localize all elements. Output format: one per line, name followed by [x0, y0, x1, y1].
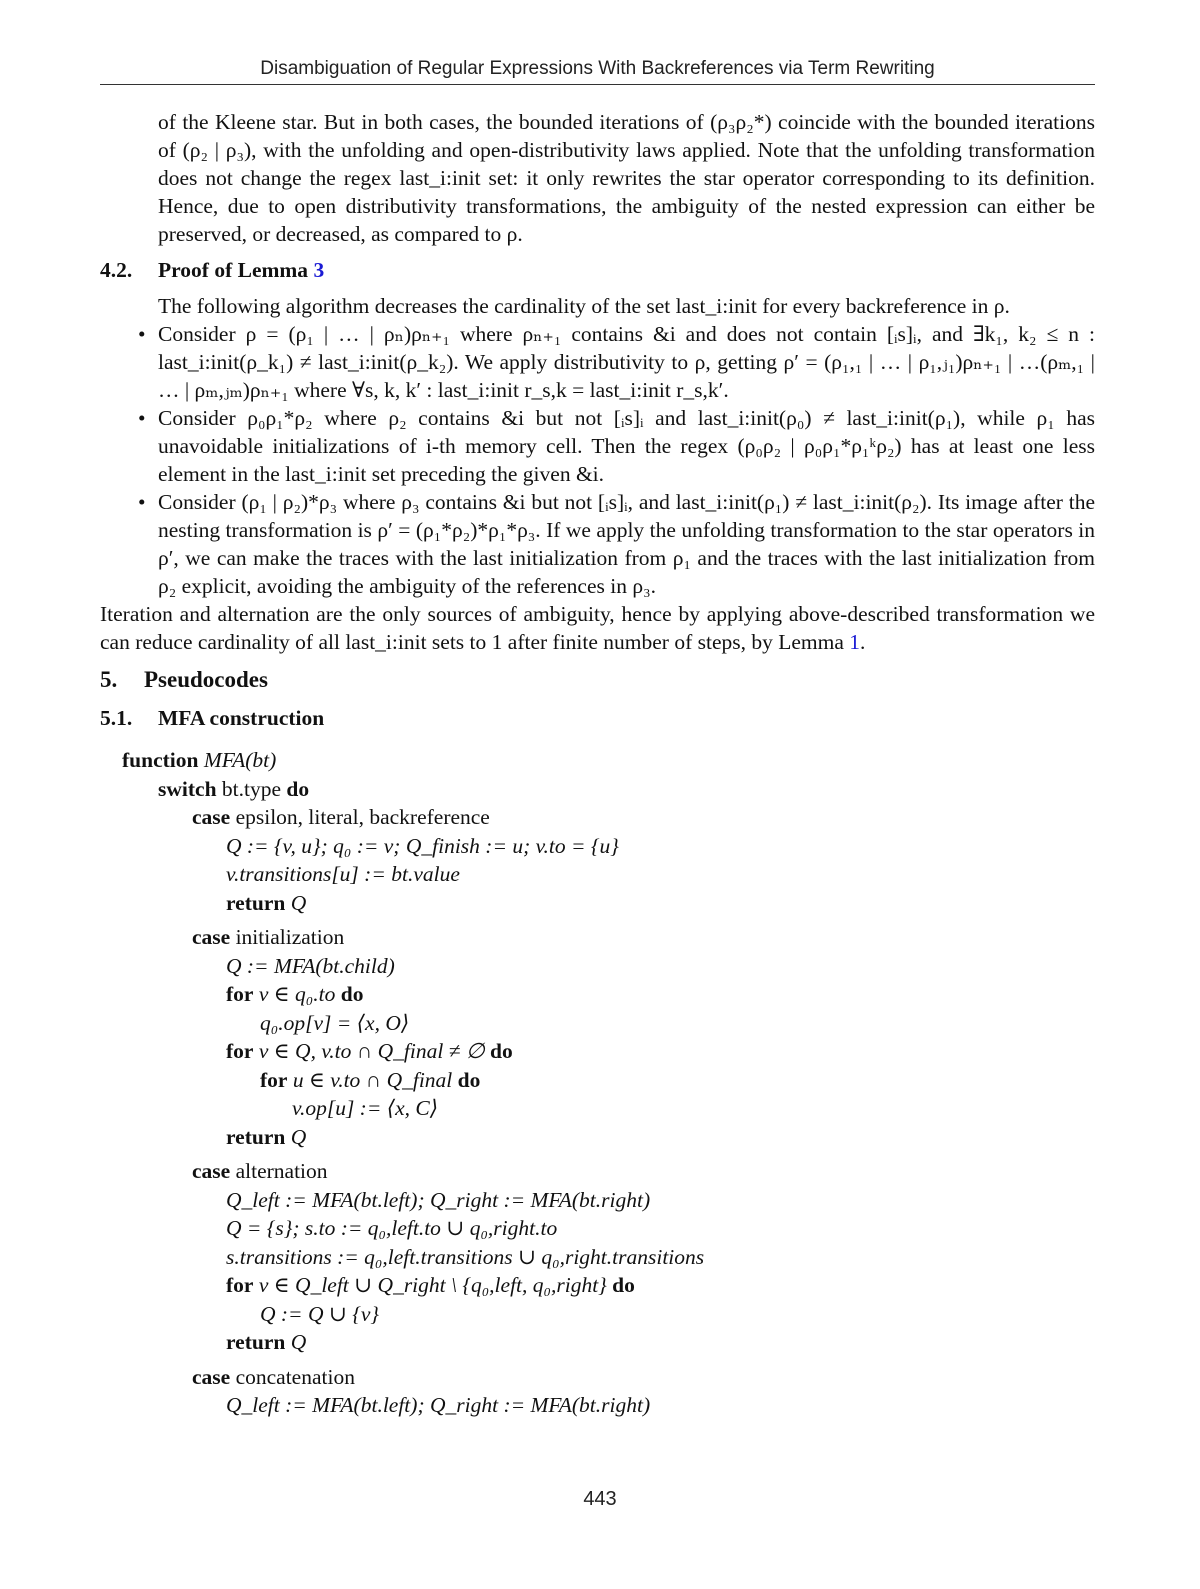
section-number: 5.1. — [100, 706, 133, 730]
section-5-heading — [100, 666, 1095, 694]
algo-line: v.op[u] := ⟨x, C⟩ — [292, 1096, 439, 1120]
list-item: • Consider ρ = (ρ₁ | … | ρₙ)ρₙ₊₁ where ρₙ₊₁ contains &i and does not contain [ᵢs]ᵢ, and ∃k₁, k₂ ≤ n : last_i:init(ρ_k₁) ≠ last_i:init(ρ_k₂). We apply distributivity to ρ, getting ρ′ = (ρ₁,₁ | … | ρ₁,ⱼ₁)ρₙ₊₁ | …(ρₘ,₁ | … | ρₘ,ⱼₘ)ρₙ₊₁ where ∀s, k, k′ : last_i:init r_s,k = last_i:init r_s,k′. — [158, 320, 1095, 404]
algo-line: q₀.op[v] = ⟨x, O⟩ — [260, 1010, 410, 1035]
section-4-2-heading — [100, 256, 1095, 284]
closing-text: Iteration and alternation are the only sources of ambiguity, hence by applying above-described transformation we can reduce cardinality of all last_i:init sets to 1 after finite number of steps, by Lemma — [100, 602, 1095, 654]
proof-closing — [100, 600, 1095, 656]
proof-lead: The following algorithm decreases the cardinality of the set last_i:init for every backreference in ρ. — [158, 294, 1010, 318]
algo-line: Q := MFA(bt.child) — [226, 953, 395, 978]
algo-line: Q := {v, u}; q₀ := v; Q_finish := u; v.to = {u} — [226, 833, 619, 858]
algo-line: return Q — [226, 1330, 307, 1354]
section-5-1-heading — [100, 704, 1095, 732]
algo-line: return Q — [226, 890, 307, 915]
section-title: Proof of Lemma — [158, 258, 309, 282]
section-title: Pseudocodes — [144, 667, 268, 692]
section-number: 5. — [100, 667, 118, 692]
algo-line: Q = {s}; s.to := q₀,left.to ∪ q₀,right.to — [226, 1216, 558, 1240]
proof-bullets — [100, 320, 1095, 600]
algo-line: for u ∈ v.to ∩ Q_final do — [260, 1067, 481, 1092]
pseudocode-block — [100, 746, 1095, 1420]
section-number: 4.2. — [100, 258, 133, 282]
algo-line: switch bt.type do — [158, 776, 310, 801]
algo-line: case initialization — [192, 925, 345, 949]
algo-line: Q_left := MFA(bt.left); Q_right := MFA(bt.right) — [226, 1393, 651, 1417]
algo-line: function MFA(bt) — [122, 748, 277, 772]
algo-line: v.transitions[u] := bt.value — [226, 862, 460, 886]
lemma-link[interactable]: 3 — [313, 258, 325, 282]
algo-line: return Q — [226, 1124, 307, 1149]
algo-line: case concatenation — [192, 1364, 355, 1389]
algo-line: Q_left := MFA(bt.left); Q_right := MFA(bt.right) — [226, 1187, 651, 1212]
page-body — [100, 108, 1095, 1420]
closing-punct: . — [860, 630, 866, 654]
algo-line: s.transitions := q₀,left.transitions ∪ q₀,right.transitions — [226, 1244, 705, 1269]
list-item: • Consider (ρ₁ | ρ₂)*ρ₃ where ρ₃ contains &i but not [ᵢs]ᵢ, and last_i:init(ρ₁) ≠ last_i:init(ρ₂). Its image after the nesting transformation is ρ′ = (ρ₁*ρ₂)*ρ₁*ρ₃. If we apply the unfolding transformation to the star operators in ρ′, we can make the traces with the last initialization from ρ₁ and the traces with the last initialization from ρ₂ explicit, avoiding the ambiguity of the references in ρ₃. — [158, 488, 1095, 600]
algo-line: Q := Q ∪ {v} — [260, 1301, 379, 1326]
algo-line: case alternation — [192, 1159, 328, 1183]
list-item: • Consider ρ₀ρ₁*ρ₂ where ρ₂ contains &i but not [ᵢs]ᵢ and last_i:init(ρ₀) ≠ last_i:init(ρ₁), while ρ₁ has unavoidable initializations of i-th memory cell. Then the regex (ρ₀ρ₂ | ρ₀ρ₁*ρ₁ᵏρ₂) has at least one less element in the last_i:init set preceding the given &i. — [158, 404, 1095, 488]
algo-line: case epsilon, literal, backreference — [192, 805, 490, 829]
algo-line: for v ∈ Q_left ∪ Q_right \ {q₀,left, q₀,right} do — [226, 1273, 635, 1297]
page-number: 443 — [583, 1488, 617, 1510]
section-title: MFA construction — [158, 706, 325, 730]
proof-block — [100, 292, 1095, 320]
intro-paragraph: of the Kleene star. But in both cases, the bounded iterations of (ρ₃ρ₂*) coincide with the bounded iterations of (ρ₂ | ρ₃), with the unfolding and open-distributivity laws applied. Note that the unfolding transformation does not change the regex last_i:init set: it only rewrites the star operator corresponding to its definition. Hence, due to open distributivity transformations, the ambiguity of the nested expression can either be preserved, or decreased, as compared to ρ. — [158, 110, 1095, 246]
algo-line: for v ∈ q₀.to do — [226, 982, 364, 1006]
lemma-link[interactable]: 1 — [849, 630, 861, 654]
intro-block — [100, 108, 1095, 248]
running-header: Disambiguation of Regular Expressions With Backreferences via Term Rewriting — [100, 58, 1095, 85]
algo-line: for v ∈ Q, v.to ∩ Q_final ≠ ∅ do — [226, 1039, 513, 1063]
